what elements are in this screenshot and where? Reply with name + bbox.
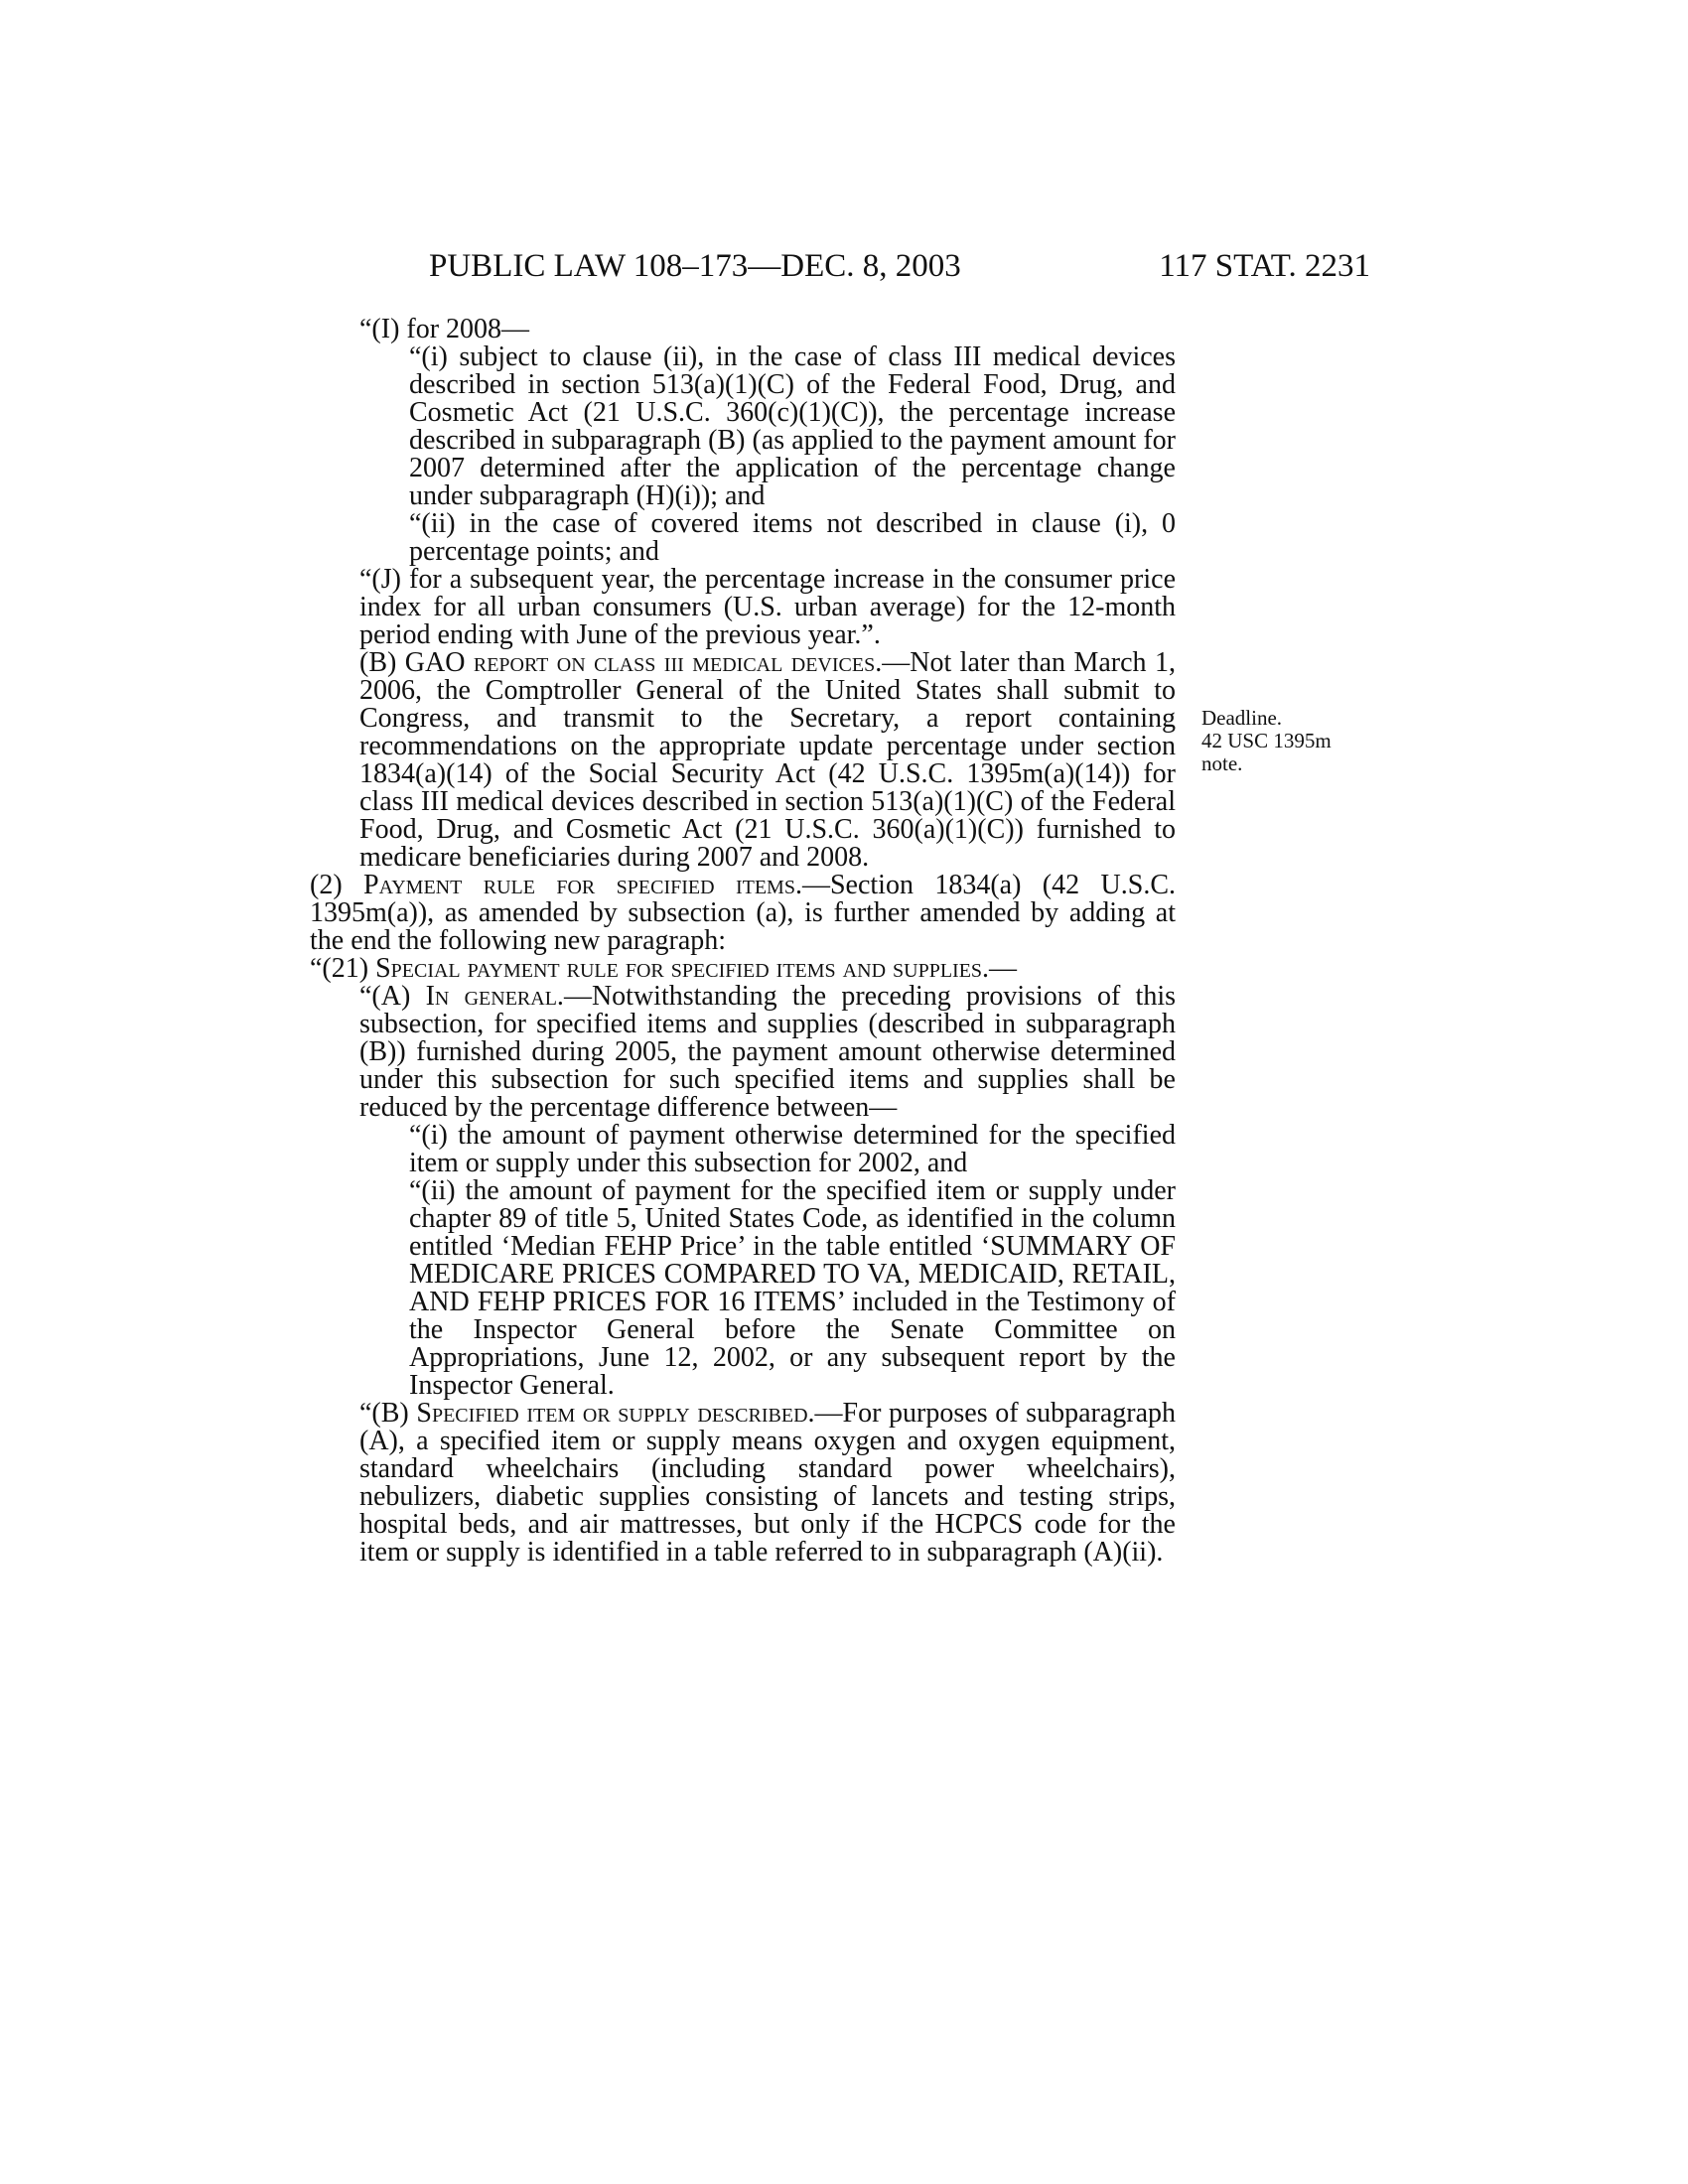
paragraph (359, 510, 1176, 566)
paragraph (310, 872, 1176, 955)
margin-note-line: 42 USC 1395m (1201, 729, 1332, 752)
paragraph-text: —Section 1834(a) (42 U.S.C. 1395m(a)), as amended by subsection (a), is further amended by adding at the end the following new paragraph: (310, 870, 1176, 956)
paragraph (359, 566, 1176, 649)
page-header (429, 248, 1370, 288)
paragraph-text: “(ii) the amount of payment for the specified item or supply under chapter 89 of title 5, United States Code, as identified in the column entitled ‘Median FEHP Price’ in the table entitled ‘SUMMARY OF MEDICARE PRICES COMPARED TO VA, MEDICAID, RETAIL, AND FEHP PRICES FOR 16 ITEMS’ included in the Testimony of the Inspector General before the Senate Committee on Appropriations, June 12, 2002, or any subsequent report by the Inspector General. (409, 1175, 1176, 1401)
header-stat-page: 117 STAT. 2231 (1159, 248, 1370, 284)
margin-note-line: Deadline. (1201, 706, 1283, 730)
document-body (310, 314, 1177, 1568)
paragraph: “(I) for 2008— (359, 314, 530, 344)
paragraph-text: —Not later than March 1, 2006, the Comptroller General of the United States shall submit to Congress, and transmit to the Secretary, a report containing recommendations on the appropriate update percentage under section 1834(a)(14) of the Social Security Act (42 U.S.C. 1395m(a)(14)) for class III medical devices described in section 513(a)(1)(C) of the Federal Food, Drug, and Cosmetic Act (21 U.S.C. 360(a)(1)(C)) furnished to medicare beneficiaries during 2007 and 2008. (359, 647, 1177, 873)
paragraph (359, 343, 1176, 510)
paragraph (359, 1400, 1176, 1567)
paragraph-heading: “(21) Special payment rule for specified items and supplies. (310, 953, 990, 984)
paragraph-text: — (989, 953, 1018, 984)
paragraph-text: —For purposes of subparagraph (A), a specified item or supply means oxygen and oxygen equipment, standard wheelchairs (including standard power wheelchairs), nebulizers, diabetic supplies consisting of lancets and testing strips, hospital beds, and air mattresses, but only if the HCPCS code for the item or supply is identified in a table referred to in subparagraph (A)(ii). (359, 1398, 1176, 1568)
paragraph-text: “(i) subject to clause (ii), in the case of class III medical devices described in section 513(a)(1)(C) of the Federal Food, Drug, and Cosmetic Act (21 U.S.C. 360(c)(1)(C)), the percentage increase described in subparagraph (B) (as applied to the payment amount for 2007 determined after the application of the percentage change under subparagraph (H)(i)); and (409, 341, 1176, 511)
paragraph-heading: “(B) Specified item or supply described. (359, 1398, 815, 1429)
paragraph-text: —Notwithstanding the preceding provisions of this subsection, for specified items and supplies (described in subparagraph (B)) furnished during 2005, the payment amount otherwise determined under this subsection for such specified items and supplies shall be reduced by the percentage difference between— (359, 981, 1176, 1123)
paragraph (310, 955, 1176, 983)
paragraph-heading: “(A) In general. (359, 981, 564, 1012)
paragraph-text: “(J) for a subsequent year, the percentage increase in the consumer price index for all urban consumers (U.S. urban average) for the 12-month period ending with June of the previous year.”. (359, 564, 1176, 650)
paragraph-heading: (B) GAO report on class iii medical devices. (359, 647, 883, 678)
margin-note (1201, 707, 1360, 775)
paragraph (359, 1122, 1176, 1177)
paragraph-heading: (2) Payment rule for specified items. (310, 870, 802, 900)
header-law-citation: PUBLIC LAW 108–173—DEC. 8, 2003 (429, 248, 961, 284)
paragraph (359, 1177, 1176, 1400)
margin-note-line: note. (1201, 751, 1243, 775)
paragraph-text: “(ii) in the case of covered items not described in clause (i), 0 percentage points; and (409, 508, 1176, 567)
paragraph (359, 983, 1176, 1122)
paragraph-text: “(i) the amount of payment otherwise determined for the specified item or supply under this subsection for 2002, and (409, 1120, 1176, 1178)
paragraph (359, 649, 1176, 872)
